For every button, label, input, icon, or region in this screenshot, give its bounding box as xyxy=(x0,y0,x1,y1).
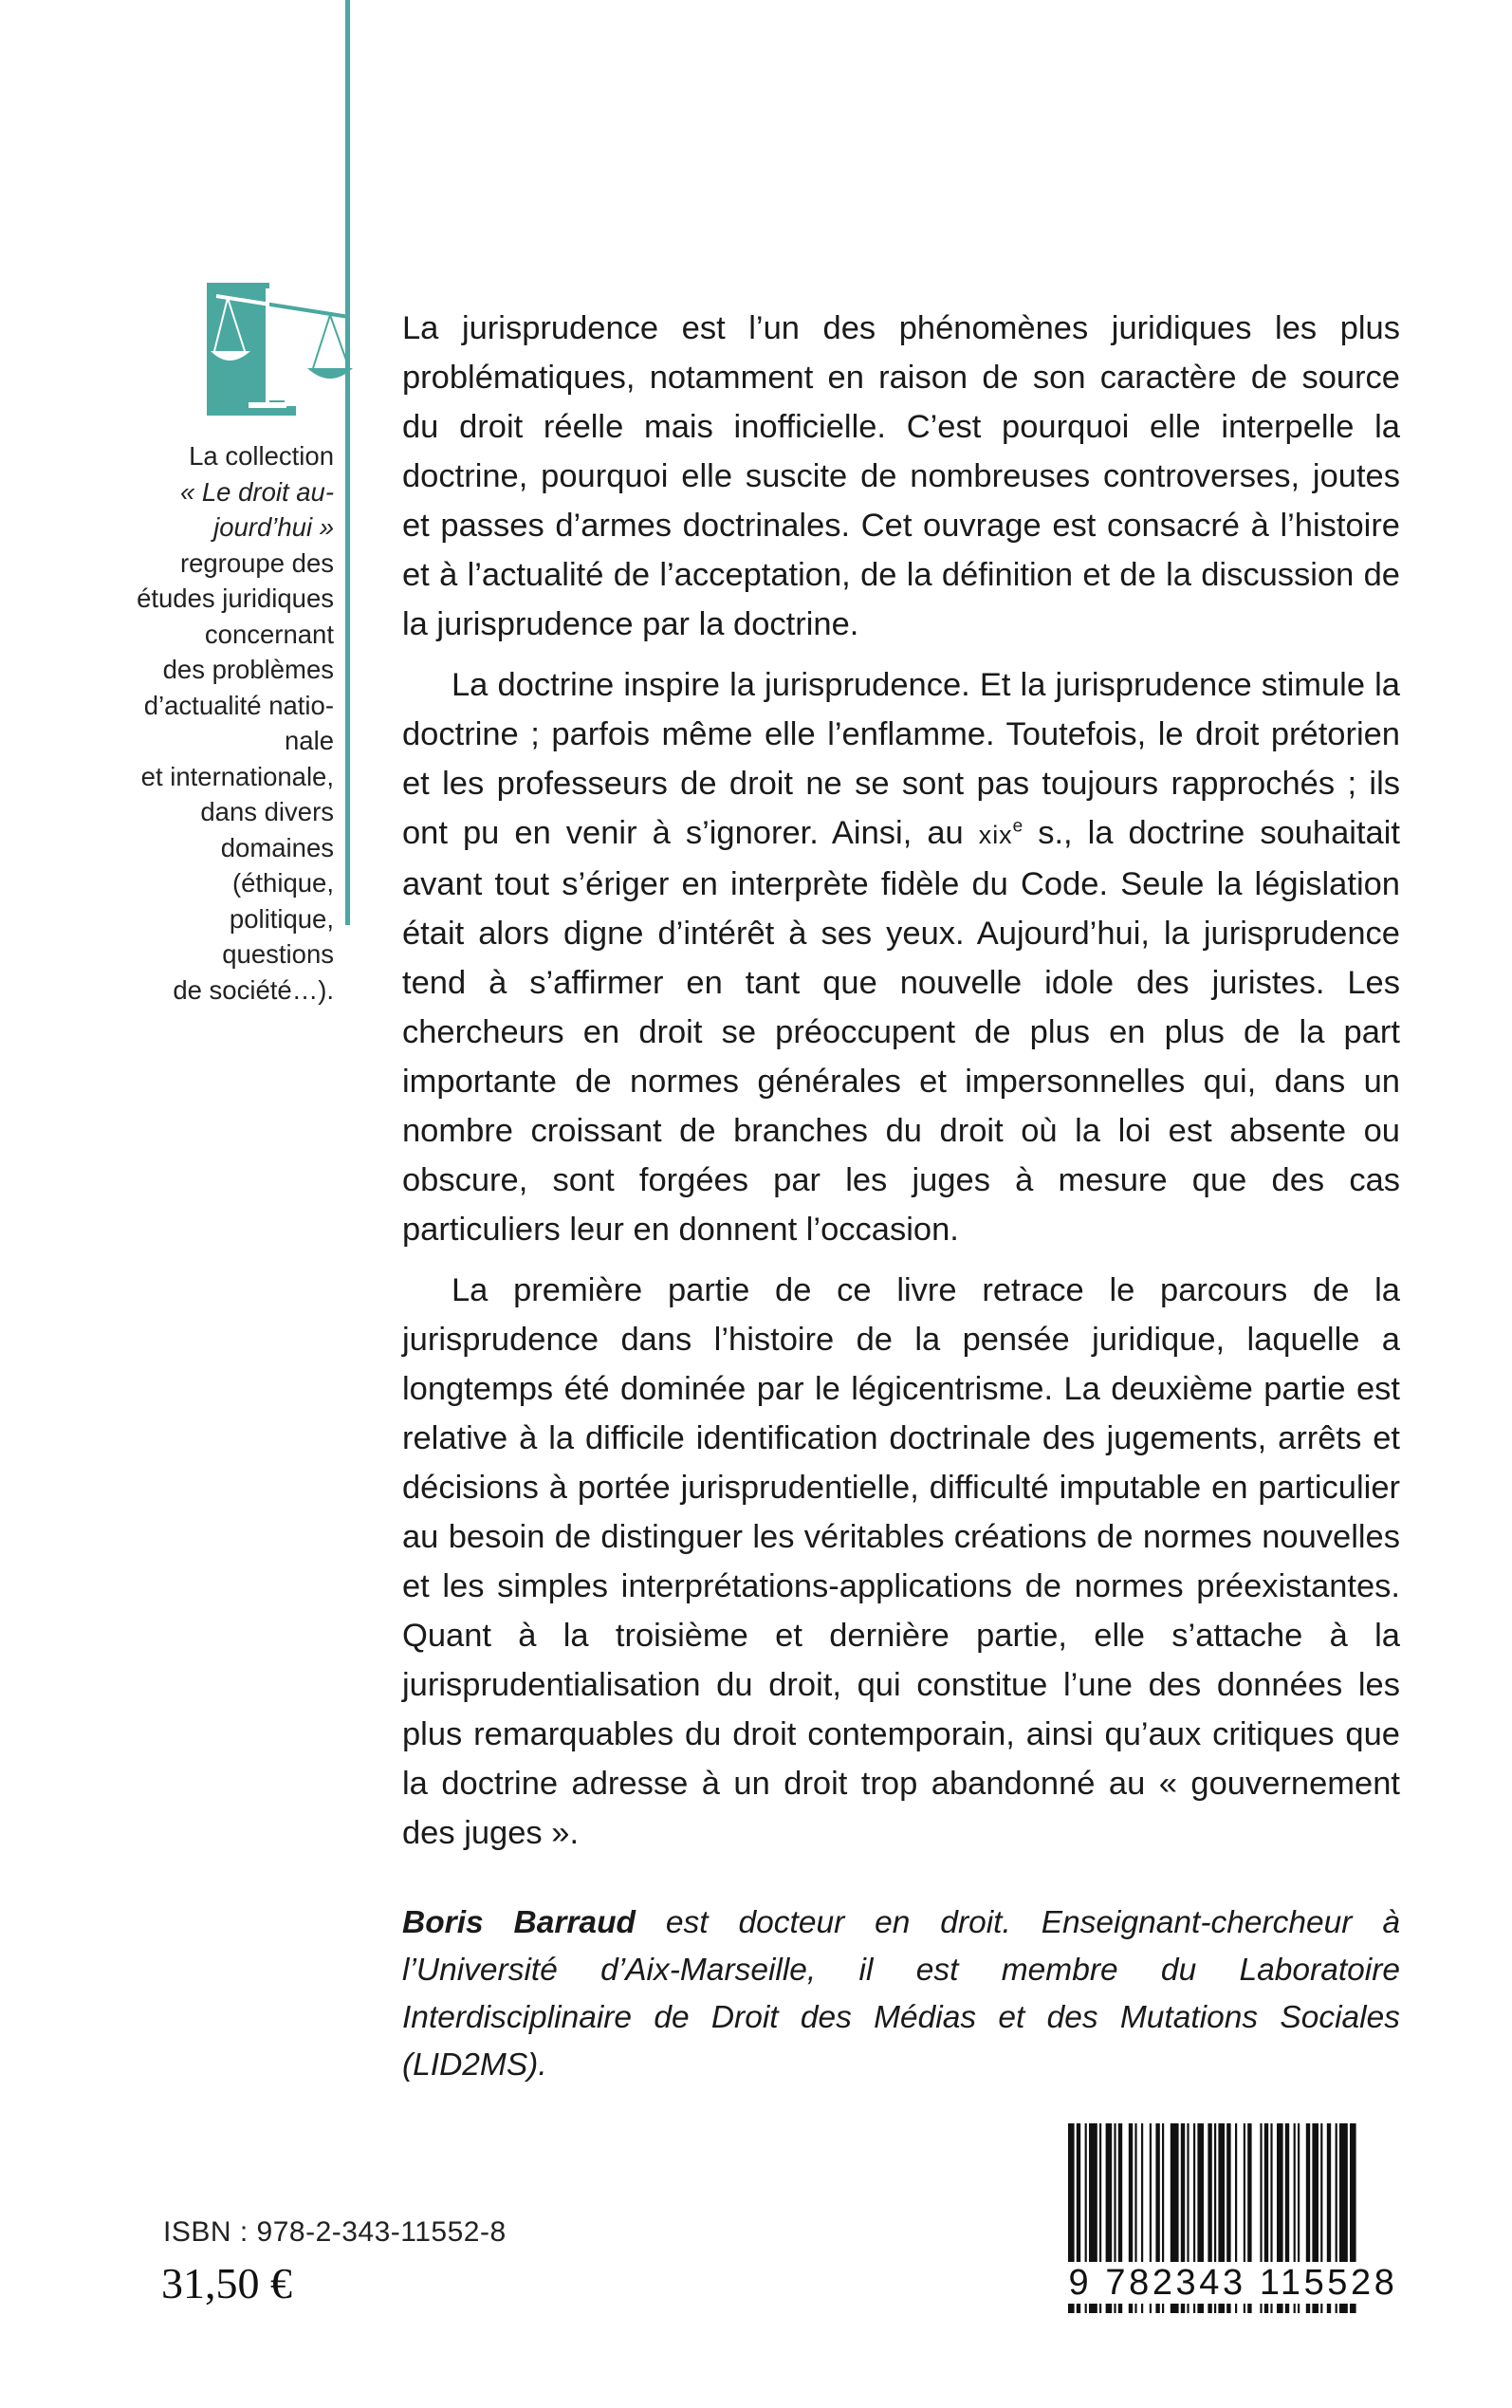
paragraph-text: s., la doctrine souhaitait avant tout s’ériger en interprète fidèle du Code. Seule la législation était alors digne d’intérêt à ses yeux. Aujourd’hui, la jurisprudence tend à s’affirmer en tant que nouvelle idole des juristes. Les chercheurs en droit se préoccupent de plus en plus de la part importante de normes générales et impersonnelles qui, dans un nombre croissant de branches du droit où la loi est absente ou obscure, sont forgées par les juges à mesure que des cas particuliers leur en donnent l’occasion. xyxy=(402,815,1400,1248)
price: 31,50 € xyxy=(161,2259,292,2307)
sidebar-line: La collection xyxy=(189,441,334,471)
author-bio-text: est docteur en droit. Enseignant-chercheur à l’Université d’Aix-Marseille, il est membre du Laboratoire Interdisciplinaire de Droit des Médias et des Mutations Sociales (LID2MS). xyxy=(402,1905,1400,2083)
accent-vertical-line xyxy=(345,0,350,925)
sidebar-line: regroupe des xyxy=(179,547,334,578)
summary-paragraph xyxy=(402,660,1400,1254)
sidebar-line: études juridiques xyxy=(137,583,334,613)
series-title-line: jourd’hui » xyxy=(213,512,334,542)
paragraph-text: La doctrine inspire la jurisprudence. Et la jurisprudence stimule la doctrine ; parfois même elle l’enflamme. Toutefois, le droit prétorien et les professeurs de droit ne se sont pas toujours rapprochés ; ils ont pu en venir à s’ignorer. Ainsi, au xyxy=(402,667,1400,851)
sidebar-line: de société…). xyxy=(173,974,334,1005)
century-numeral: xix xyxy=(978,821,1013,849)
sidebar-line: et internationale, xyxy=(140,761,334,791)
sidebar-line: concernant xyxy=(204,619,334,649)
sidebar-line: dans divers xyxy=(200,797,334,826)
sidebar-line: des problèmes xyxy=(162,655,334,684)
summary-paragraph: La première partie de ce livre retrace le parcours de la jurisprudence dans l’histoire de la pensée juridique, laquelle a longtemps été dominée par le légicentrisme. La deuxième partie est relative à la difficile identification doctrinale des jugements, arrêts et décisions à portée jurisprudentielle, difficulté imputable en particulier au besoin de distinguer les véritables créations de normes nouvelles et les simples interprétations-applications de normes préexistantes. Quant à la troisième et dernière partie, elle s’attache à la jurisprudentialisation du droit, qui constitue l’une des données les plus remarquables du droit contemporain, ainsi qu’aux critiques que la doctrine adresse à un droit trop abandonné au « gouvernement des juges ». xyxy=(402,1272,1400,1851)
author-name: Boris Barraud xyxy=(402,1905,636,1940)
summary-paragraph: La jurisprudence est l’un des phénomènes juridiques les plus problématiques, notamment en raison de son caractère de source du droit réelle mais inofficielle. C’est pourquoi elle interpelle la doctrine, pourquoi elle suscite de nombreuses controverses, joutes et passes d’armes doctrinales. Cet ouvrage est consacré à l’histoire et à l’actualité de l’acceptation, de la définition et de la discussion de la jurisprudence par la doctrine. xyxy=(402,310,1400,642)
sidebar-line: d’actualité natio- xyxy=(143,690,334,720)
sidebar-line: politique, questions xyxy=(222,903,334,969)
sidebar-line: domaines (éthique, xyxy=(220,832,334,898)
sidebar-line: nale xyxy=(285,726,334,755)
series-title-line: « Le droit au- xyxy=(179,476,334,507)
century-superscript: e xyxy=(1012,816,1023,837)
author-bio xyxy=(402,1899,1400,2089)
barcode-digits: 9 782343 115528 xyxy=(1062,2262,1404,2304)
collection-description xyxy=(123,438,334,1008)
scales-of-justice-icon xyxy=(207,283,355,416)
isbn: ISBN : 978-2-343-11552-8 xyxy=(163,2216,507,2248)
back-cover-summary xyxy=(402,304,1400,1869)
